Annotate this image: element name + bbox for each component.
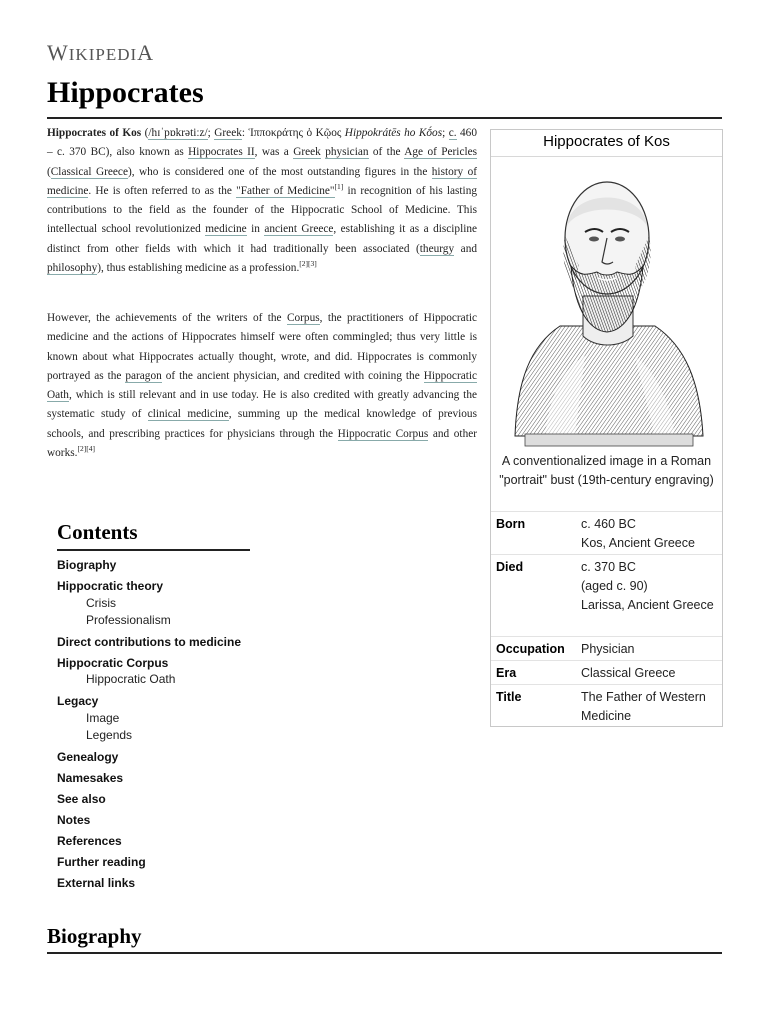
reference-2-3[interactable]: [2][3] [299, 259, 317, 269]
page-title: Hippocrates [47, 76, 204, 109]
greek-link[interactable]: Greek [293, 146, 321, 159]
title-value: The Father of Western Medicine [581, 690, 706, 723]
infobox-caption: A conventionalized image in a Roman "portrait" bust (19th-century engraving) [499, 454, 714, 487]
infobox-title: Hippocrates of Kos [491, 130, 722, 157]
toc-item-external-links[interactable]: External links [57, 876, 136, 890]
age-of-pericles-link[interactable]: Age of Pericles [404, 146, 478, 159]
era-value: Classical Greece [581, 666, 676, 680]
wordmark-end: A [137, 40, 155, 65]
infobox-row-born [491, 511, 722, 553]
section-heading-biography: Biography [47, 924, 142, 948]
toc-subitem-image[interactable]: Image [86, 711, 120, 725]
toc-item-legacy[interactable]: Legacy [57, 694, 99, 708]
hippocratic-school: Hippocratic School of Medicine [291, 204, 448, 217]
pronunciation-link[interactable]: /hɪˈpɒkrətiːz/ [148, 127, 208, 139]
transliteration: Hippokrátēs ho Kṓos [344, 127, 443, 139]
infobox [490, 129, 723, 727]
born-value: c. 460 BC Kos, Ancient Greece [581, 517, 695, 550]
physician-link[interactable]: physician [325, 146, 369, 159]
greek-language-link[interactable]: Greek [214, 127, 242, 139]
wordmark-middle: IKIPEDI [68, 45, 138, 64]
medicine-link[interactable]: medicine [205, 223, 247, 236]
theurgy-link[interactable]: theurgy [419, 242, 455, 255]
toc-item-further-reading[interactable]: Further reading [57, 855, 146, 869]
reference-1[interactable]: [1] [334, 182, 344, 192]
toc-item-hippocratic-corpus[interactable]: Hippocratic Corpus [57, 656, 169, 670]
era-label: Era [496, 666, 517, 680]
title-divider [47, 117, 722, 119]
philosophy-link[interactable]: philosophy [47, 262, 98, 275]
toc-item-references[interactable]: References [57, 834, 122, 848]
title-label: Title [496, 690, 522, 704]
life-dates: 460 – c. 370 BC [47, 127, 477, 159]
died-value: c. 370 BC (aged c. 90) Larissa, Ancient Greece [581, 560, 714, 612]
toc-item-genealogy[interactable]: Genealogy [57, 750, 119, 764]
corpus-link[interactable]: Corpus [286, 312, 320, 324]
born-label: Born [496, 517, 526, 531]
toc-item-hippocratic-theory[interactable]: Hippocratic theory [57, 579, 164, 593]
toc-subitem-professionalism[interactable]: Professionalism [86, 613, 171, 627]
toc-subitem-legends[interactable]: Legends [86, 728, 133, 742]
toc-item-namesakes[interactable]: Namesakes [57, 771, 124, 785]
toc-item-see-also[interactable]: See also [57, 792, 106, 806]
occupation-label: Occupation [496, 642, 565, 656]
paragon-link[interactable]: paragon [125, 369, 162, 382]
infobox-row-occupation [491, 636, 722, 659]
lead-paragraph: Hippocrates of Kos (/hɪˈpɒkrətiːz/; Greek: Ἱπποκράτης ὁ Κῷος Hippokrátēs ho Kṓos; c. 460 – c. 370 BC), also known as Hippocrates II, was a Greek physician of the Age of Pericles (Classical Greece), who is considered one of the most outstanding figures in the history of medicine. He is often referred to as the "Father of Medicine"[1] in recognition of his lasting contributions to the field as the founder of the Hippocratic School of Medicine. This intellectual school revolutionized medicine in ancient Greece, establishing it as a discipline distinct from other fields with which it had traditionally been associated (theurgy and philosophy), thus establishing medicine as a profession.[2][3] [47, 127, 478, 275]
subject-name: Hippocrates of Kos [47, 127, 142, 139]
reference-2-4[interactable]: [2][4] [77, 444, 95, 454]
occupation-value: Physician [581, 642, 635, 656]
toc-divider [57, 549, 250, 551]
ancient-greece-link[interactable]: ancient Greece [264, 223, 334, 236]
bust-engraving-image[interactable] [505, 166, 707, 451]
greek-name: Ἱπποκράτης ὁ Κῷος [248, 127, 342, 139]
toc-item-direct-contributions[interactable]: Direct contributions to medicine [57, 635, 242, 649]
toc-subitem-hippocratic-oath[interactable]: Hippocratic Oath [86, 672, 176, 686]
wikipedia-wordmark[interactable] [47, 40, 154, 66]
infobox-row-died [491, 554, 722, 635]
classical-greece-link[interactable]: Classical Greece [50, 165, 128, 178]
infobox-row-title [491, 684, 722, 726]
toc-item-notes[interactable]: Notes [57, 813, 91, 827]
section-divider [47, 952, 722, 954]
hippocrates-ii-link[interactable]: Hippocrates II [188, 146, 255, 159]
wordmark-initial: W [47, 40, 69, 65]
toc-subitem-crisis[interactable]: Crisis [86, 596, 116, 610]
infobox-row-era [491, 660, 722, 683]
clinical-medicine-link[interactable]: clinical medicine [147, 408, 229, 421]
toc-title: Contents [57, 520, 138, 544]
circa-link[interactable]: c. [448, 127, 457, 139]
died-label: Died [496, 560, 524, 574]
history-of-medicine-link[interactable]: history of medicine [47, 165, 477, 197]
toc-item-biography[interactable]: Biography [57, 558, 117, 572]
second-paragraph: However, the achievements of the writers of the Corpus, the practitioners of Hippocratic medicine and the actions of Hippocrates himself were often commingled; thus very little is known about what Hippocrates actually thought, wrote, and did. Hippocrates is commonly portrayed as the paragon of the ancient physician, and credited with coining the Hippocratic Oath, which is still relevant and in use today. He is also credited with greatly advancing the systematic study of clinical medicine, summing up the medical knowledge of previous schools, and prescribing practices for physicians through the Hippocratic Corpus and other works.[2][4] [47, 312, 478, 460]
hippocratic-corpus-link[interactable]: Hippocratic Corpus [337, 427, 429, 440]
father-of-medicine-link[interactable]: "Father of Medicine" [236, 184, 335, 197]
hippocratic-oath-link[interactable]: Hippocratic Oath [47, 369, 478, 402]
